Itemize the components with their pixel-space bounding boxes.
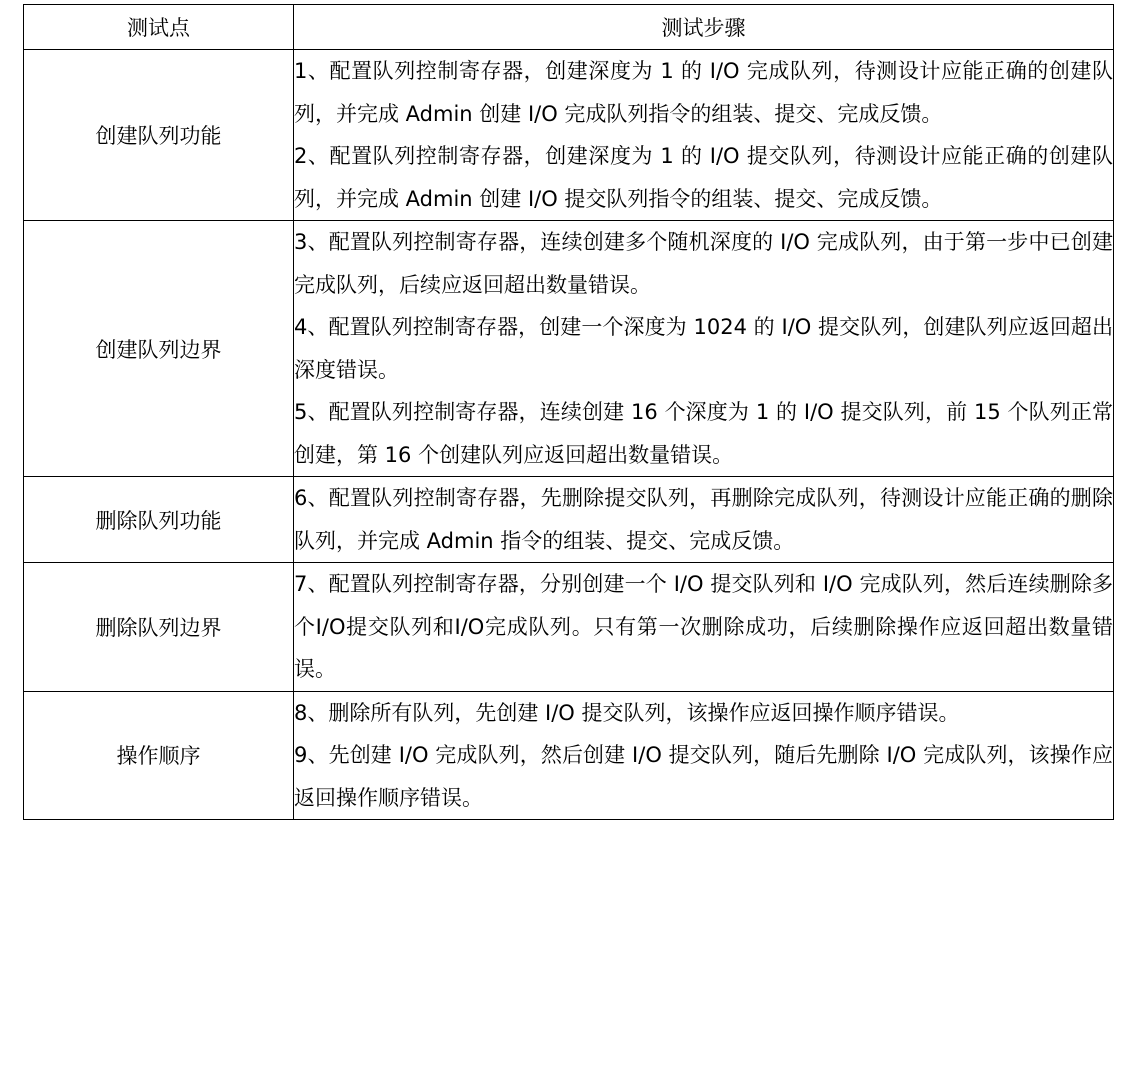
step-item: 5、配置队列控制寄存器，连续创建 16 个深度为 1 的 I/O 提交队列，前 15 个队列正常创建，第 16 个创建队列应返回超出数量错误。 (294, 400, 1113, 467)
test-point-cell: 删除队列边界 (24, 563, 294, 692)
test-steps-cell (294, 221, 1114, 477)
test-steps-cell (294, 691, 1114, 820)
step-item: 7、配置队列控制寄存器，分别创建一个 I/O 提交队列和 I/O 完成队列，然后连续删除多个I/O提交队列和I/O完成队列。只有第一次删除成功，后续删除操作应返回超出数量错误。 (294, 572, 1113, 681)
test-point-cell: 创建队列边界 (24, 221, 294, 477)
header-test-steps: 测试步骤 (294, 5, 1114, 50)
test-steps-cell (294, 50, 1114, 221)
table-row (24, 477, 1114, 563)
header-test-point: 测试点 (24, 5, 294, 50)
step-item: 8、删除所有队列，先创建 I/O 提交队列，该操作应返回操作顺序错误。 (294, 700, 960, 725)
table-header-row (24, 5, 1114, 50)
step-item: 9、先创建 I/O 完成队列，然后创建 I/O 提交队列，随后先删除 I/O 完成队列，该操作应返回操作顺序错误。 (294, 743, 1113, 810)
table-row (24, 221, 1114, 477)
test-point-cell: 删除队列功能 (24, 477, 294, 563)
step-item: 6、配置队列控制寄存器，先删除提交队列，再删除完成队列，待测设计应能正确的删除队列，并完成 Admin 指令的组装、提交、完成反馈。 (294, 486, 1113, 553)
test-steps-cell (294, 563, 1114, 692)
step-item: 1、配置队列控制寄存器，创建深度为 1 的 I/O 完成队列，待测设计应能正确的创建队列，并完成 Admin 创建 I/O 完成队列指令的组装、提交、完成反馈。 (294, 59, 1113, 126)
table-row (24, 691, 1114, 820)
test-point-cell: 创建队列功能 (24, 50, 294, 221)
test-steps-cell (294, 477, 1114, 563)
table-row (24, 563, 1114, 692)
test-point-cell: 操作顺序 (24, 691, 294, 820)
step-item: 4、配置队列控制寄存器，创建一个深度为 1024 的 I/O 提交队列，创建队列应返回超出深度错误。 (294, 315, 1113, 382)
table-row (24, 50, 1114, 221)
step-item: 2、配置队列控制寄存器，创建深度为 1 的 I/O 提交队列，待测设计应能正确的创建队列，并完成 Admin 创建 I/O 提交队列指令的组装、提交、完成反馈。 (294, 144, 1113, 211)
test-table (23, 4, 1114, 820)
step-item: 3、配置队列控制寄存器，连续创建多个随机深度的 I/O 完成队列，由于第一步中已创建完成队列，后续应返回超出数量错误。 (294, 230, 1113, 297)
